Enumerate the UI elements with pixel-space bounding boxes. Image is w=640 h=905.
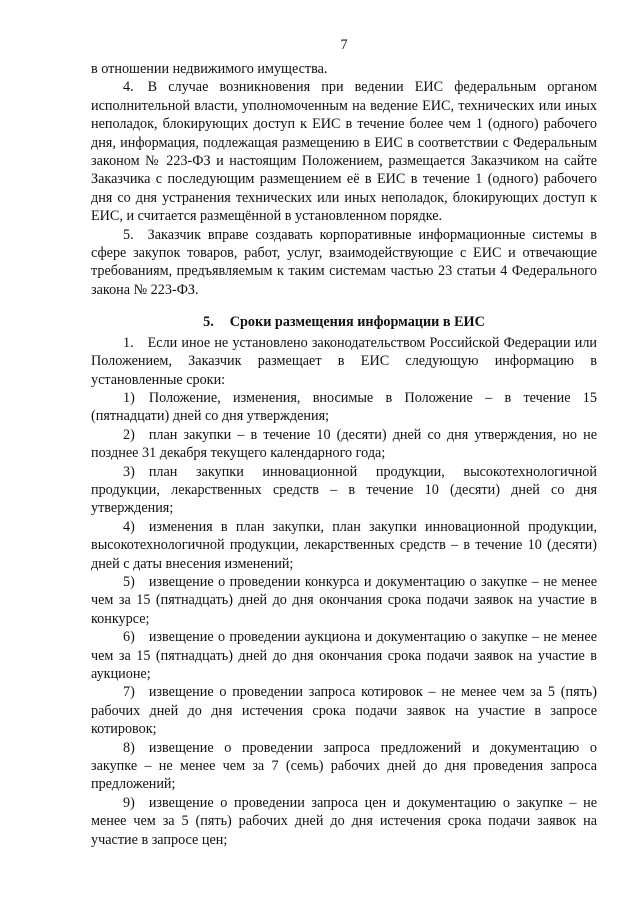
list-item-number: 7)	[123, 684, 135, 701]
list-item-text: извещение о проведении запроса предложений и документацию о закупке – не менее чем за 7 (семь) рабочих дней до дня проведения запроса предложений;	[91, 739, 597, 793]
paragraph-4	[91, 78, 597, 225]
paragraph-text: Заказчик вправе создавать корпоративные информационные системы в сфере закупок товаров, работ, услуг, взаимодействующие с ЕИС и отвечающие требованиям, предъявляемым к таким системам частью 23 статьи 4 Федерального закона № 223-ФЗ.	[91, 226, 597, 298]
list-item	[91, 739, 597, 794]
list-item	[91, 389, 597, 426]
list-item	[91, 518, 597, 573]
list-item-text: план закупки инновационной продукции, высокотехнологичной продукции, лекарственных средств – в течение 10 (десяти) дней со дня утверждения;	[91, 463, 597, 517]
list-item	[91, 463, 597, 518]
list-item-text: извещение о проведении запроса цен и документацию о закупке – не менее чем за 5 (пять) рабочих дней до дня истечения срока подачи заявок на участие в запросе цен;	[91, 794, 597, 848]
paragraph-text: Если иное не установлено законодательством Российской Федерации или Положением, Заказчик размещает в ЕИС следующую информацию в установленные сроки:	[91, 334, 597, 388]
section-number: 5.	[203, 314, 214, 331]
section-heading	[91, 313, 597, 331]
list-item-text: план закупки – в течение 10 (десяти) дней со дня утверждения, но не позднее 31 декабря текущего календарного года;	[91, 426, 597, 462]
list-item-number: 8)	[123, 739, 135, 756]
list-item-number: 9)	[123, 794, 135, 811]
paragraph-5	[91, 226, 597, 300]
list-item-number: 5)	[123, 573, 135, 590]
list-item-number: 1)	[123, 389, 135, 406]
list-item	[91, 573, 597, 628]
section-intro	[91, 334, 597, 389]
list-item	[91, 426, 597, 463]
list-item-number: 4)	[123, 518, 135, 535]
paragraph-number: 4.	[123, 79, 134, 96]
list-item-text: Положение, изменения, вносимые в Положение – в течение 15 (пятнадцати) дней со дня утверждения;	[91, 389, 597, 425]
list-item-number: 6)	[123, 629, 135, 646]
lead-text: в отношении недвижимого имущества.	[91, 61, 328, 77]
page-number: 7	[340, 37, 348, 53]
list-item-text: извещение о проведении запроса котировок – не менее чем за 5 (пять) рабочих дней до дня истечения срока подачи заявок на участие в запросе котировок;	[91, 684, 597, 738]
list-item	[91, 683, 597, 738]
section-title: Сроки размещения информации в ЕИС	[229, 314, 485, 331]
list-item-text: извещение о проведении аукциона и документацию о закупке – не менее чем за 15 (пятнадцать) дней до дня окончания срока подачи заявок на участие в аукционе;	[91, 629, 597, 682]
paragraph-number: 5.	[123, 226, 134, 243]
list-item	[91, 628, 597, 683]
paragraph-number: 1.	[123, 334, 134, 351]
paragraph-text: В случае возникновения при ведении ЕИС федеральным органом исполнительной власти, уполномоченным на ведение ЕИС, технических или иных неполадок, блокирующих доступ к ЕИС в течение более чем 1 (одного) рабочего дня, информация, подлежащая размещению в ЕИС в соответствии с Федеральным законом № 223-ФЗ и настоящим Положением, размещается Заказчиком на сайте Заказчика с последующим размещением её в ЕИС в течение 1 (одного) рабочего дня со дня устранения технических или иных неполадок, блокирующих доступ к ЕИС, и считается размещённой в установленном порядке.	[91, 79, 597, 225]
list-item	[91, 794, 597, 849]
list-item-text: извещение о проведении конкурса и документацию о закупке – не менее чем за 15 (пятнадцать) дней до дня окончания срока подачи заявок на участие в конкурсе;	[91, 573, 597, 627]
list-item-number: 3)	[123, 463, 135, 480]
list-item-text: изменения в план закупки, план закупки инновационной продукции, высокотехнологичной продукции, лекарственных средств – в течение 10 (десяти) дней с даты внесения изменений;	[91, 518, 597, 572]
list-item-number: 2)	[123, 426, 135, 443]
document-page	[91, 36, 597, 849]
